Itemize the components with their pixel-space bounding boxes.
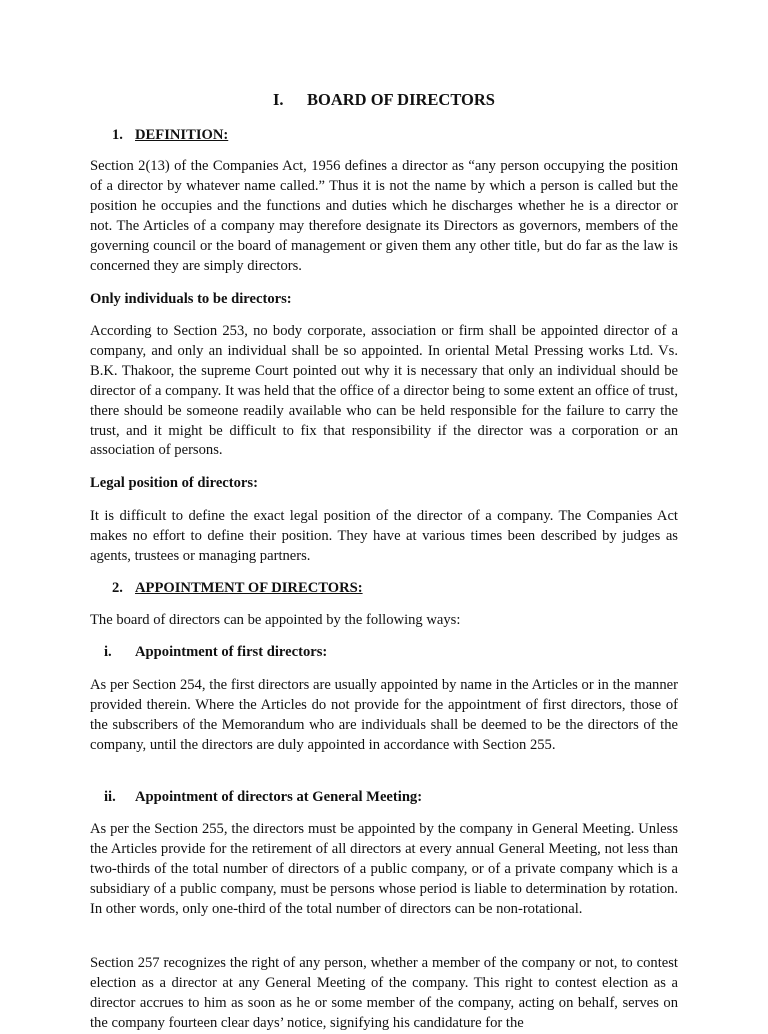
subsection-heading-general-meeting [90,788,678,808]
paragraph-definition: Section 2(13) of the Companies Act, 1956 defines a director as “any person occupying the position of a director by whatever name called.” Thus it is not the name by which a person is called but the position he occupies and the functions and duties which he discharges whether he is a director or not. The Articles of a company may therefore designate its Directors as governors, members of the governing council or the board of management or given them any other title, but do far as the law is concerned they are simply directors. [90,158,678,274]
section-heading-appointment [90,579,678,599]
paragraph-only-individuals: According to Section 253, no body corporate, association or firm shall be appointed director of a company, and only an individual shall be so appointed. In oriental Metal Pressing works Ltd. Vs. B.K. Thakoor, the supreme Court pointed out why it is necessary that only an individual should be director of a company. It was held that the office of a director being to some extent an office of trust, there should be someone readily available who can be held responsible for the failure to carry the trust, and it might be difficult to fix that responsibility if the director was a corporation or an association of persons. [90,323,678,459]
section-number: 1. [112,127,123,143]
section-label: DEFINITION: [135,127,229,143]
title-number: I. [273,90,284,109]
title-text: BOARD OF DIRECTORS [307,90,495,109]
paragraph-general-meeting: As per the Section 255, the directors must be appointed by the company in General Meeting. Unless the Articles provide for the retirement of all directors at every annual General Meeting, not less than two-thirds of the total number of directors of a public company, or of a private company which is a subsidiary of a public company, must be persons whose period is liable to determination by rotation. In other words, only one-third of the total number of directors can be non-rotational. [90,821,678,917]
paragraph-appointment-intro: The board of directors can be appointed by the following ways: [90,612,461,628]
subsection-number: ii. [104,789,116,805]
heading-legal-position: Legal position of directors: [90,475,258,491]
subsection-label: Appointment of directors at General Meeting: [135,789,423,805]
section-label: APPOINTMENT OF DIRECTORS: [135,580,363,596]
paragraph-first-directors: As per Section 254, the first directors are usually appointed by name in the Articles or in the manner provided therein. Where the Articles do not provide for the appointment of first directors, those of the subscribers of the Memorandum who are individuals shall be deemed to be the directors of the company, until the directors are duly appointed in accordance with Section 255. [90,677,678,753]
paragraph-legal-position: It is difficult to define the exact legal position of the director of a company. The Companies Act makes no effort to define their position. They have at various times been described by judges as agents, trustees or managing partners. [90,508,678,564]
section-heading-definition [90,126,678,146]
subsection-heading-first-directors [90,643,678,663]
page-title [90,90,678,110]
section-number: 2. [112,580,123,596]
subsection-number: i. [104,644,112,660]
paragraph-section-257: Section 257 recognizes the right of any person, whether a member of the company or not, to contest election as a director at any General Meeting of the company. This right to contest election as a director accrues to him as soon as he or some member of the company, acting on behalf, serves on the company fourteen clear days’ notice, signifying his candidature for the [90,955,678,1031]
subsection-label: Appointment of first directors: [135,644,328,660]
heading-only-individuals: Only individuals to be directors: [90,291,292,307]
